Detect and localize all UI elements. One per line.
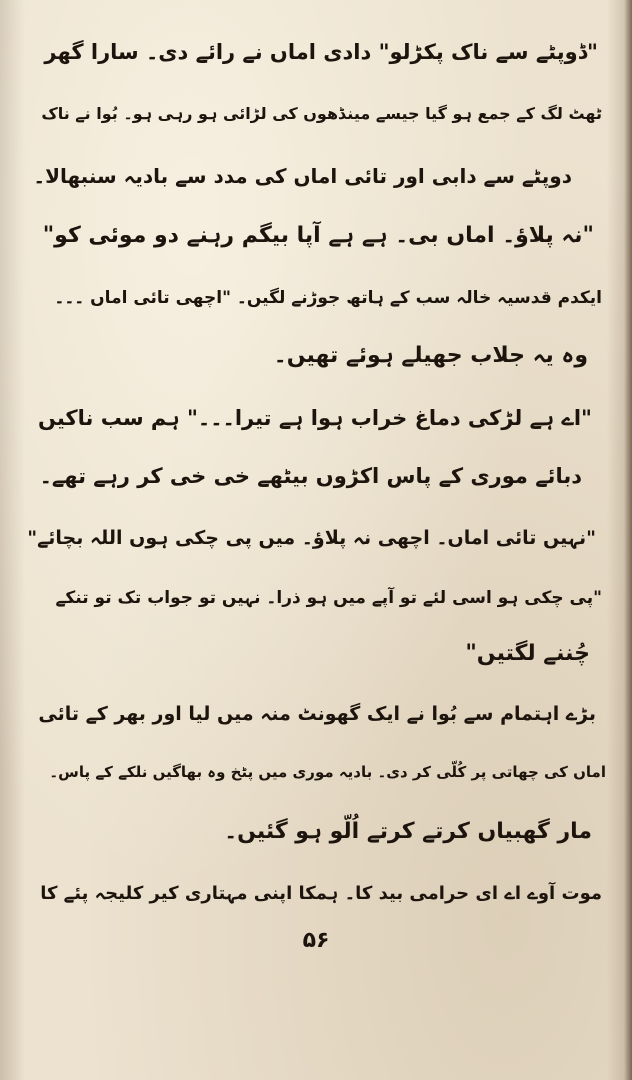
text-line-8: دبائے موری کے پاس اکڑوں بیٹھے خی خی کر رہے تھے۔ xyxy=(39,464,582,488)
text-line-13: اماں کی چھاتی پر کُلّی کر دی۔ بادیہ موری میں پٹخ وہ بھاگیں نلکے کے پاس۔ xyxy=(49,763,606,781)
text-line-6: وہ یہ جلاب جھیلے ہوئے تھیں۔ xyxy=(273,343,588,368)
text-line-7: "اے ہے لڑکی دماغ خراب ہوا ہے تیرا۔۔۔" ہم سب ناکیں xyxy=(37,406,592,430)
text-line-14: مار گھبیاں کرتے کرتے اُلّو ہو گئیں۔ xyxy=(224,819,592,844)
text-line-9: "نہیں تائی اماں۔ اچھی نہ پلاؤ۔ میں پی چکی ہوں اللہ بچائے" xyxy=(27,527,596,549)
text-line-4: "نہ پلاؤ۔ اماں بی۔ ہے ہے آپا بیگم رہنے دو موئی کو" xyxy=(42,223,594,248)
page-edge-shadow xyxy=(624,0,632,1080)
text-line-11: چُننے لگتیں" xyxy=(465,641,590,666)
text-line-5: ایکدم قدسیہ خالہ سب کے ہاتھ جوڑنے لگیں۔ "اچھی تائی اماں ۔۔۔ xyxy=(54,288,602,308)
page-number: ۵۶ xyxy=(302,928,330,953)
text-line-2: ٹھٹ لگ کے جمع ہو گیا جیسے مینڈھوں کی لڑائی ہو رہی ہو۔ بُوا نے ناک xyxy=(41,104,602,123)
text-line-15: موت آوے اے ای حرامی بید کا۔ ہمکا اپنی مہتاری کیر کلیجہ پئے کا xyxy=(40,883,602,904)
text-line-1: "ڈوپٹے سے ناک پکڑلو" دادی اماں نے رائے دی۔ سارا گھر xyxy=(44,40,598,64)
text-line-12: بڑے اہتمام سے بُوا نے ایک گھونٹ منہ میں لیا اور بھر کے تائی xyxy=(38,703,596,725)
text-line-10: "پی چکی ہو اسی لئے تو آپے میں ہو ذرا۔ نہیں تو جواب تک تو تنکے xyxy=(55,588,602,608)
text-line-3: دوپٹے سے دابی اور تائی اماں کی مدد سے بادیہ سنبھالا۔ xyxy=(33,164,572,188)
